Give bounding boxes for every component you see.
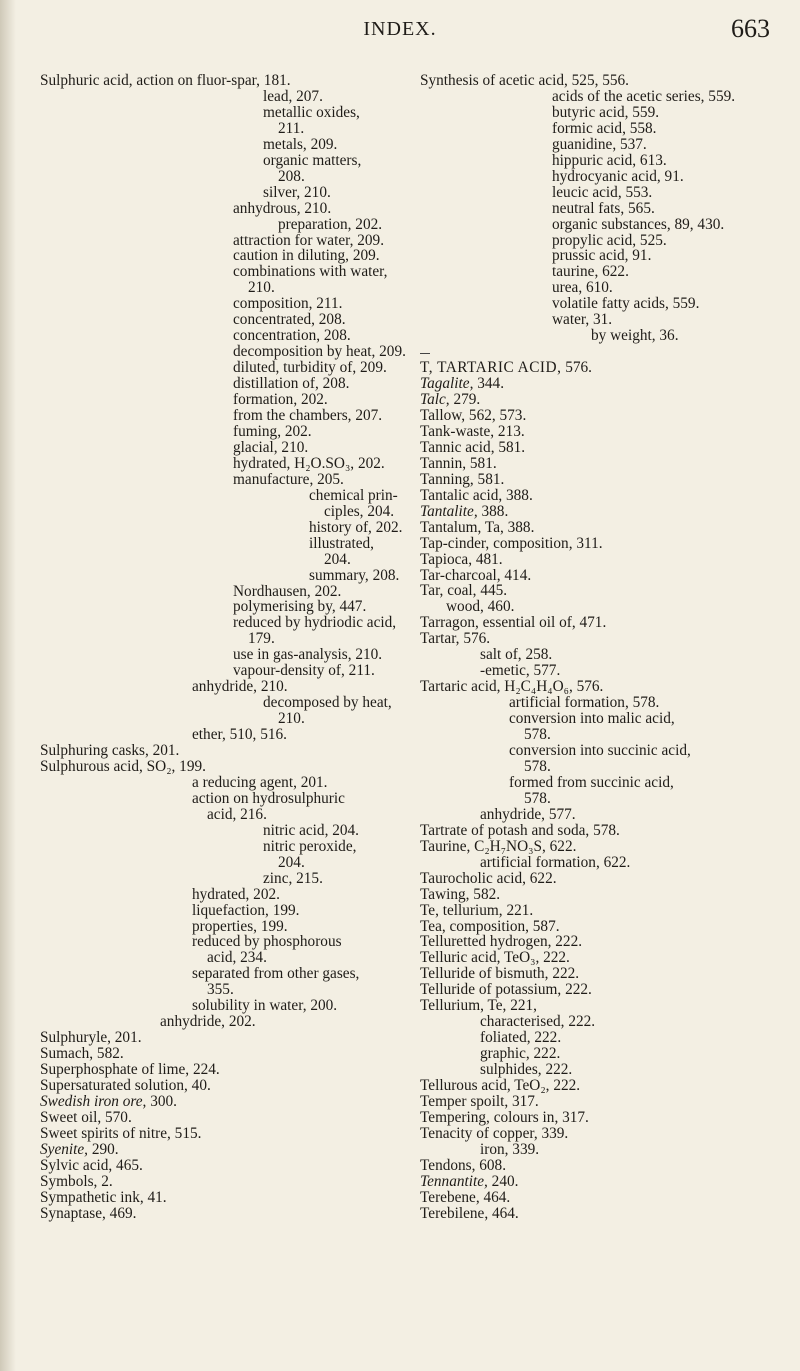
index-entry [420,217,795,233]
index-entry [40,759,400,775]
index-entry-text: conversion into malic acid, [509,710,675,728]
index-entry-text: anhydride, 577. [480,805,576,823]
index-entry [420,1046,795,1062]
index-entry [420,1094,795,1110]
index-entry [40,280,400,296]
index-entry-text: Taurine, C₂H₇NO₃S, 622. [420,837,577,855]
index-entry-text: 578. [524,726,551,744]
index-entry [40,424,400,440]
index-entry [40,89,400,105]
index-entry [420,552,795,568]
index-entry [420,520,795,536]
index-entry [420,934,795,950]
index-entry [420,775,795,791]
index-entry [40,887,400,903]
index-entry [420,536,795,552]
index-entry-text: chemical prin- [309,486,398,504]
index-entry [420,456,795,472]
index-entry-text: illustrated, [309,534,374,552]
index-entry-text: organic matters, [263,151,362,169]
index-entry-text: 578. [524,757,551,775]
index-entry [420,1062,795,1078]
index-entry [420,871,795,887]
index-entry-text: Symbols, 2. [40,1172,113,1190]
section-divider [420,344,795,360]
index-entry [420,966,795,982]
index-entry-text: Tempering, colours in, 317. [420,1108,589,1126]
index-entry-text: taurine, 622. [552,263,629,281]
index-entry-text: Tannic acid, 581. [420,438,526,456]
index-entry [420,823,795,839]
index-entry-text: anhydrous, 210. [233,199,332,217]
index-entry-text: Tartaric acid, H₂C₄H₄O₆, 576. [420,678,604,696]
index-entry-text: Tartar, 576. [420,630,491,648]
index-entry-text: hydrated, 202. [192,885,280,903]
index-entry [420,1110,795,1126]
index-entry [40,1062,400,1078]
index-entry [40,536,400,552]
index-entry-text: Tallow, 562, 573. [420,407,527,424]
index-entry-text: 578. [524,789,551,807]
index-entry [420,663,795,679]
index-entry-text: sulphides, 222. [480,1061,573,1079]
index-entry-text: characterised, 222. [480,1013,596,1031]
index-entry-text: decomposition by heat, 209. [233,343,406,361]
index-entry [40,1014,400,1030]
index-entry-text: formed from succinic acid, [509,773,674,791]
index-entry [40,73,400,89]
index-entry [420,759,795,775]
index-entry-text: 204. [324,550,351,568]
index-entry [420,280,795,296]
index-entry [40,248,400,264]
index-entry [40,727,400,743]
index-entry-text: Telluride of bismuth, 222. [420,965,580,983]
index-entry [420,312,795,328]
index-entry-text: 210. [248,279,275,297]
index-entry [40,871,400,887]
index-entry-text: Sympathetic ink, 41. [40,1188,167,1206]
index-entry [40,153,400,169]
index-entry [40,518,403,536]
index-entry-text: Tagalite, 344. [420,375,505,393]
index-entry-text: Tar-charcoal, 414. [420,566,532,584]
index-entry [40,615,400,631]
index-entry-text: history of, 202. [309,518,403,536]
index-entry-text: solubility in water, 200. [192,997,338,1015]
index-entry-text: ciples, 204. [324,502,395,520]
index-entry-text: guanidine, 537. [552,135,647,153]
index-entry [420,472,795,488]
index-entry-text: distillation of, 208. [233,375,350,393]
index-entry-text: metallic oxides, [263,103,360,121]
index-entry [420,169,795,185]
index-entry-text: Temper spoilt, 317. [420,1092,539,1110]
index-entry-text: nitric peroxide, [263,837,357,855]
index-entry-text: artificial formation, 578. [509,694,660,712]
index-entry [420,568,795,584]
index-entry-text: anhydride, 202. [160,1013,256,1031]
index-entry [40,839,400,855]
index-entry-text: Tantalic acid, 388. [420,486,533,504]
index-entry-text: Sulphuring casks, 201. [40,742,180,760]
page-number: 663 [731,14,770,43]
index-entry-text: Talc, 279. [420,391,481,409]
index-entry-text: Synthesis of acetic acid, 525, 556. [420,72,630,89]
index-entry-text: Tannin, 581. [420,454,497,472]
page-title: INDEX. [363,18,437,40]
index-entry [40,456,400,472]
index-entry-text: Swedish iron ore, 300. [40,1093,177,1110]
index-entry [40,137,400,153]
index-entry [420,1158,795,1174]
index-entry-text: Tantalite, 388. [420,502,509,520]
index-entry [40,296,400,312]
index-entry-text: caution in diluting, 209. [233,247,380,265]
index-entry [420,408,795,424]
index-entry [420,392,795,408]
index-entry-text: water, 31. [552,311,613,329]
index-entry [420,440,795,456]
index-entry [40,711,400,727]
index-entry [420,201,795,217]
index-entry [40,1158,400,1174]
index-entry-text: 210. [278,710,305,728]
index-entry-text: Telluride of potassium, 222. [420,981,592,999]
index-entry-text: Terebene, 464. [420,1188,511,1206]
index-entry-text: use in gas-analysis, 210. [233,646,383,664]
index-entry [40,1206,400,1222]
index-entry [420,887,795,903]
index-entry-text: properties, 199. [192,917,288,935]
index-entry-text: manufacture, 205. [233,470,344,488]
index-entry [420,839,795,855]
index-entry-text: nitric acid, 204. [263,821,360,839]
index-column-left [40,72,406,1222]
index-entry-text: Sweet oil, 570. [40,1108,132,1126]
index-entry [40,408,400,424]
index-entry [420,360,795,376]
index-entry [40,343,406,361]
index-entry-text: acid, 234. [207,949,267,967]
index-entry [40,663,400,679]
index-entry [420,1206,795,1222]
index-entry [420,264,795,280]
index-entry-text: reduced by hydriodic acid, [233,614,397,632]
index-entry-text: -emetic, 577. [480,662,561,680]
index-entry-text: urea, 610. [552,279,613,297]
index-entry [40,201,400,217]
index-entry [420,185,795,201]
index-entry-text: fuming, 202. [233,422,312,440]
index-column-right [420,73,795,1222]
index-entry [420,328,795,344]
index-entry-text: silver, 210. [263,183,331,201]
index-entry [40,631,400,647]
index-entry-text: Tapioca, 481. [420,550,503,568]
index-entry-text: Tennantite, 240. [420,1172,519,1190]
index-entry-text: from the chambers, 207. [233,407,383,425]
index-entry-text: Sulphuric acid, action on fluor-spar, 181. [40,72,291,89]
index-entry [40,1126,400,1142]
index-entry [420,233,795,249]
index-entry [40,1174,400,1190]
index-entry-text: metals, 209. [263,135,338,153]
index-entry-text: concentrated, 208. [233,311,346,329]
index-entry-text: summary, 208. [309,566,400,584]
index-entry [420,1078,795,1094]
index-entry [40,919,400,935]
index-entry-text: conversion into succinic acid, [509,742,691,760]
index-entry [40,312,400,328]
index-entry [40,488,400,504]
index-entry [40,934,400,950]
index-entry [40,823,400,839]
index-entry [420,727,795,743]
page-header [0,14,800,54]
index-entry-text: Tartrate of potash and soda, 578. [420,821,620,839]
index-entry [40,392,400,408]
index-entry [40,775,400,791]
index-entry [40,440,400,456]
index-entry [40,1030,400,1046]
index-entry-text: composition, 211. [233,295,343,313]
index-entry-text: Sulphuryle, 201. [40,1029,142,1047]
index-entry [40,679,400,695]
index-entry [40,217,400,233]
index-entry [420,855,795,871]
index-entry [420,647,795,663]
index-entry-text: graphic, 222. [480,1045,561,1063]
index-entry-text: Tarragon, essential oil of, 471. [420,614,607,632]
index-entry-text: separated from other gases, [192,965,360,983]
index-entry-text: hydrocyanic acid, 91. [552,167,684,185]
index-entry-text: Sulphurous acid, SO₂, 199. [40,757,206,775]
index-entry [40,950,400,966]
index-entry [420,1174,795,1190]
index-entry [40,966,400,982]
index-entry [40,504,400,520]
index-entry [40,982,400,998]
index-entry [420,504,795,520]
index-entry [420,1190,795,1206]
index-entry [420,1126,795,1142]
index-entry-text: a reducing agent, 201. [192,773,328,791]
index-entry [420,743,795,759]
index-entry-text: glacial, 210. [233,438,309,456]
index-entry [40,647,400,663]
index-entry-text: lead, 207. [263,87,323,105]
index-entry [40,743,400,759]
index-entry [420,998,795,1014]
index-entry-text: artificial formation, 622. [480,853,631,871]
index-entry [420,631,795,647]
index-entry [420,903,795,919]
index-entry [420,599,795,615]
index-entry-text: Telluretted hydrogen, 222. [420,933,583,951]
index-entry [420,376,795,392]
index-entry [40,1046,400,1062]
index-entry-text: diluted, turbidity of, 209. [233,359,387,377]
index-entry [420,791,795,807]
index-entry-text: preparation, 202. [278,215,383,233]
index-entry [420,488,795,504]
index-entry [40,1190,400,1206]
index-entry [420,153,795,169]
index-entry-text: wood, 460. [446,598,515,616]
index-entry-text: T, TARTARIC ACID, 576. [420,359,592,377]
index-entry [420,248,795,264]
index-entry-text: volatile fatty acids, 559. [552,295,700,313]
index-entry [420,982,795,998]
index-entry [40,105,400,121]
index-entry [40,568,400,584]
index-entry-text: ether, 510, 516. [192,726,287,744]
index-entry [40,584,400,600]
index-entry-text: decomposed by heat, [263,694,392,712]
index-entry-text: butyric acid, 559. [552,103,660,121]
index-entry-text: 355. [207,981,234,999]
index-entry-text: Supersaturated solution, 40. [40,1077,211,1095]
index-entry-text: formation, 202. [233,391,328,409]
index-entry-text: 208. [278,167,305,185]
index-entry-text: leucic acid, 553. [552,183,653,201]
index-entry [40,1094,400,1110]
index-entry-text: organic substances, 89, 430. [552,215,725,233]
page-edge-shadow [0,0,16,1371]
index-entry-text: acids of the acetic series, 559. [552,87,736,105]
index-entry [420,296,795,312]
index-entry [40,328,400,344]
index-entry [40,169,400,185]
index-entry-text: Tendons, 608. [420,1156,507,1174]
index-entry-text: Sumach, 582. [40,1045,124,1063]
index-entry-text: combinations with water, [233,263,388,281]
index-entry [40,360,400,376]
index-entry-text: iron, 339. [480,1140,540,1158]
index-entry-text: hippuric acid, 613. [552,151,667,169]
index-entry [420,1142,795,1158]
index-entry [40,791,400,807]
index-entry [40,1078,400,1094]
index-entry-text: 204. [278,853,305,871]
index-entry-text: Tawing, 582. [420,885,501,903]
index-entry-text: Terebilene, 464. [420,1204,519,1222]
index-entry [40,1110,400,1126]
index-entry-text: Synaptase, 469. [40,1204,137,1222]
index-entry-text: zinc, 215. [263,869,323,887]
index-entry [40,1142,400,1158]
index-entry-text: foliated, 222. [480,1029,562,1047]
index-entry [420,105,795,121]
index-entry-text: neutral fats, 565. [552,199,655,217]
index-entry-text: Nordhausen, 202. [233,582,342,600]
index-entry-text: Sylvic acid, 465. [40,1156,143,1174]
index-entry [420,950,795,966]
index-entry [40,552,400,568]
index-entry [420,121,795,137]
index-entry-text: anhydride, 210. [192,678,288,696]
index-entry-text: Sweet spirits of nitre, 515. [40,1124,202,1142]
index-entry-text: prussic acid, 91. [552,247,652,265]
index-entry [420,807,795,823]
index-entry-text: Tank-waste, 213. [420,422,525,440]
index-entry-text: formic acid, 558. [552,119,657,137]
index-entry-text: Tellurium, Te, 221, [420,997,537,1015]
index-entry [420,424,795,440]
index-entry [420,1014,795,1030]
index-entry [420,137,795,153]
index-entry [40,599,400,615]
index-entry-text: hydrated, H₂O.SO₃, 202. [233,454,385,472]
index-entry-text: acid, 216. [207,805,267,823]
index-entry-text: Tar, coal, 445. [420,582,508,600]
index-entry-text: concentration, 208. [233,327,351,345]
index-entry-text: Superphosphate of lime, 224. [40,1061,220,1079]
index-entry-text: Syenite, 290. [40,1140,119,1158]
index-entry [40,903,400,919]
index-entry-text: 211. [278,119,305,137]
index-entry [40,855,400,871]
index-entry-text: vapour-density of, 211. [233,662,375,680]
index-entry [420,615,795,631]
index-entry-text: liquefaction, 199. [192,901,300,919]
index-entry-text: Telluric acid, TeO₃, 222. [420,949,570,967]
index-entry-text: Tap-cinder, composition, 311. [420,534,603,552]
index-entry [40,695,400,711]
index-entry-text: by weight, 36. [591,327,679,345]
index-entry-text: salt of, 258. [480,646,553,664]
index-entry-text: 179. [248,630,275,648]
index-entry [420,711,795,727]
index-entry-text: Te, tellurium, 221. [420,901,534,919]
index-entry [420,1030,795,1046]
index-entry-text: Tenacity of copper, 339. [420,1124,569,1142]
index-entry [40,472,400,488]
index-entry [420,919,795,935]
index-entry [40,185,400,201]
index-entry-text: Tanning, 581. [420,470,505,488]
index-entry [420,583,795,599]
index-entry [40,121,400,137]
index-entry [420,679,795,695]
index-entry [420,89,795,105]
index-entry [420,73,795,89]
index-entry [420,695,795,711]
index-entry-text: Taurocholic acid, 622. [420,869,557,887]
index-entry-text: Tantalum, Ta, 388. [420,518,535,536]
index-entry-text: attraction for water, 209. [233,231,385,249]
index-entry [40,998,400,1014]
index-entry [40,807,400,823]
index-entry-text: reduced by phosphorous [192,933,342,951]
index-entry-text: polymerising by, 447. [233,598,367,616]
index-entry-text: propylic acid, 525. [552,231,667,249]
index-entry-text: Tea, composition, 587. [420,917,560,935]
index-entry [40,233,400,249]
index-entry [40,376,400,392]
index-entry-text: action on hydrosulphuric [192,789,345,807]
index-entry-text: Tellurous acid, TeO₂, 222. [420,1077,581,1095]
index-entry [40,264,400,280]
